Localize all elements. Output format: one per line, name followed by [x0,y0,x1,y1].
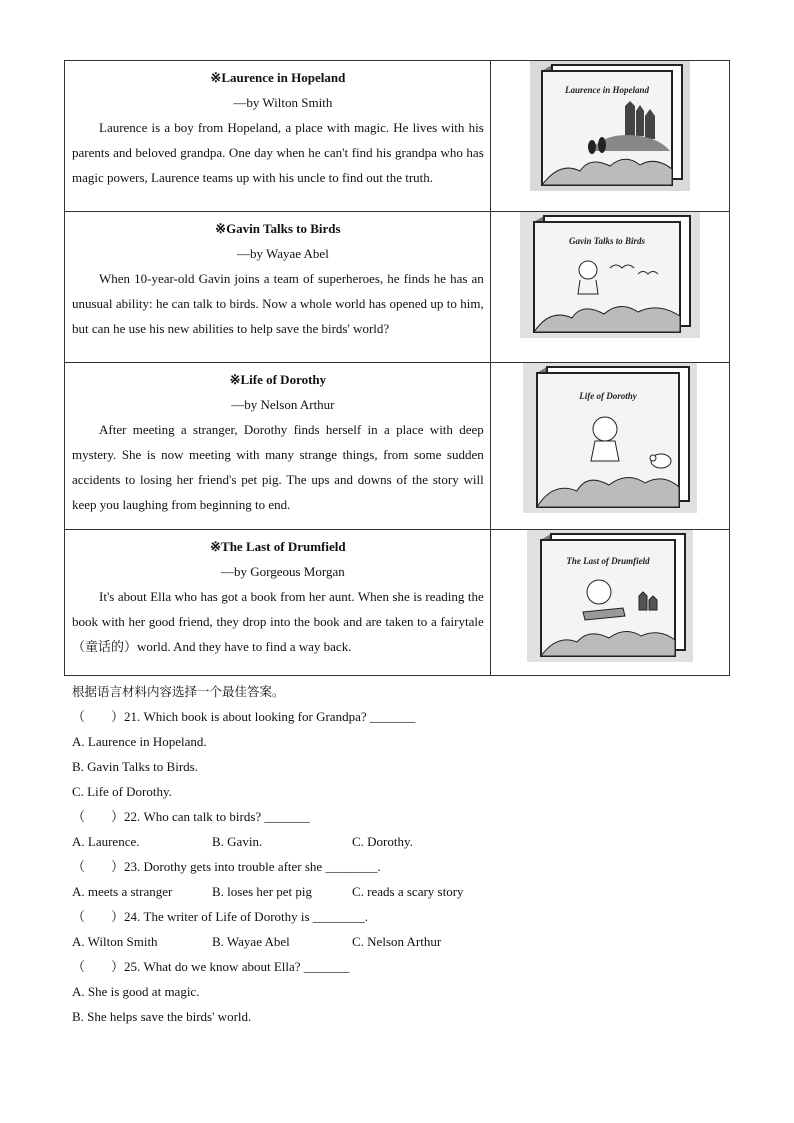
question-stem: （ ）21. Which book is about looking for Grandpa? _______ [72,709,416,724]
answer-option: C. Nelson Arthur [352,934,442,949]
book-description: Laurence is a boy from Hopeland, a place with magic. He lives with his parents and beloved grandpa. One day when he can't find his grandpa who has magic powers, Laurence teams up with his uncle to find out the truth. [72,120,484,185]
cover-title-text: The Last of Drumfield [566,556,650,566]
book-cover-image [523,363,697,513]
answer-option: A. She is good at magic. [72,984,200,999]
book-cover-cell [490,61,729,212]
book-text-cell [65,363,491,530]
answer-options-row [72,929,732,954]
answer-option: C. reads a scary story [352,884,464,899]
book-row [65,61,730,212]
book-author: —by Gorgeous Morgan [221,564,345,579]
book-description: After meeting a stranger, Dorothy finds herself in a place with deep mystery. She is now meeting with many strange things, from some sudden accidents to losing her friend's pet pig. The ups and downs of the story will keep you laughing from beginning to end. [72,422,484,512]
book-cover-cell [490,363,729,530]
question-stem: （ ）25. What do we know about Ella? _______ [72,959,350,974]
question-stem: （ ）23. Dorothy gets into trouble after she ________. [72,859,381,874]
answer-option: A. meets a stranger [72,884,173,899]
answer-option: B. loses her pet pig [212,884,313,899]
answer-options-row [72,829,732,854]
book-cover-cell [490,530,729,676]
answer-option: B. Wayae Abel [212,934,290,949]
answer-option: A. Wilton Smith [72,934,158,949]
book-table [64,60,730,676]
cover-title-text: Laurence in Hopeland [564,85,649,95]
question-stem: （ ）24. The writer of Life of Dorothy is ________. [72,909,369,924]
book-title: ※The Last of Drumfield [210,539,346,554]
question-stem: （ ）22. Who can talk to birds? _______ [72,809,310,824]
answer-option: B. Gavin. [212,834,263,849]
answer-option: C. Life of Dorothy. [72,784,172,799]
book-description: When 10-year-old Gavin joins a team of superheroes, he finds he has an unusual ability: he can talk to birds. Now a whole world has opened up to him, but can he use his new abilities to help save the birds' world? [72,271,484,336]
book-text-cell [65,212,491,363]
book-row [65,212,730,363]
answer-option: A. Laurence. [72,834,140,849]
cover-title-text: Gavin Talks to Birds [568,236,645,246]
book-text-cell [65,61,491,212]
book-author: —by Wayae Abel [236,246,329,261]
book-row [65,363,730,530]
book-author: —by Nelson Arthur [231,397,335,412]
answer-option: A. Laurence in Hopeland. [72,734,207,749]
cover-title-text: Life of Dorothy [579,391,637,401]
book-cover-image [520,212,700,338]
book-cover-image [527,530,693,662]
book-row [65,530,730,676]
answer-options-row [72,879,732,904]
question-section [72,679,732,1029]
book-title: ※Gavin Talks to Birds [215,221,341,236]
instruction: 根据语言材料内容选择一个最佳答案。 [72,684,285,699]
book-text-cell [65,530,491,676]
book-title: ※Life of Dorothy [229,372,327,387]
book-author: —by Wilton Smith [233,95,333,110]
book-cover-cell [490,212,729,363]
book-title: ※Laurence in Hopeland [210,70,346,85]
answer-option: C. Dorothy. [352,834,413,849]
answer-option: B. She helps save the birds' world. [72,1009,252,1024]
book-description: It's about Ella who has got a book from her aunt. When she is reading the book with her good friend, they drop into the book and are taken to a fairytale（童话的）world. And they have to find a way back. [72,589,484,654]
book-cover-image [530,61,690,191]
answer-option: B. Gavin Talks to Birds. [72,759,198,774]
